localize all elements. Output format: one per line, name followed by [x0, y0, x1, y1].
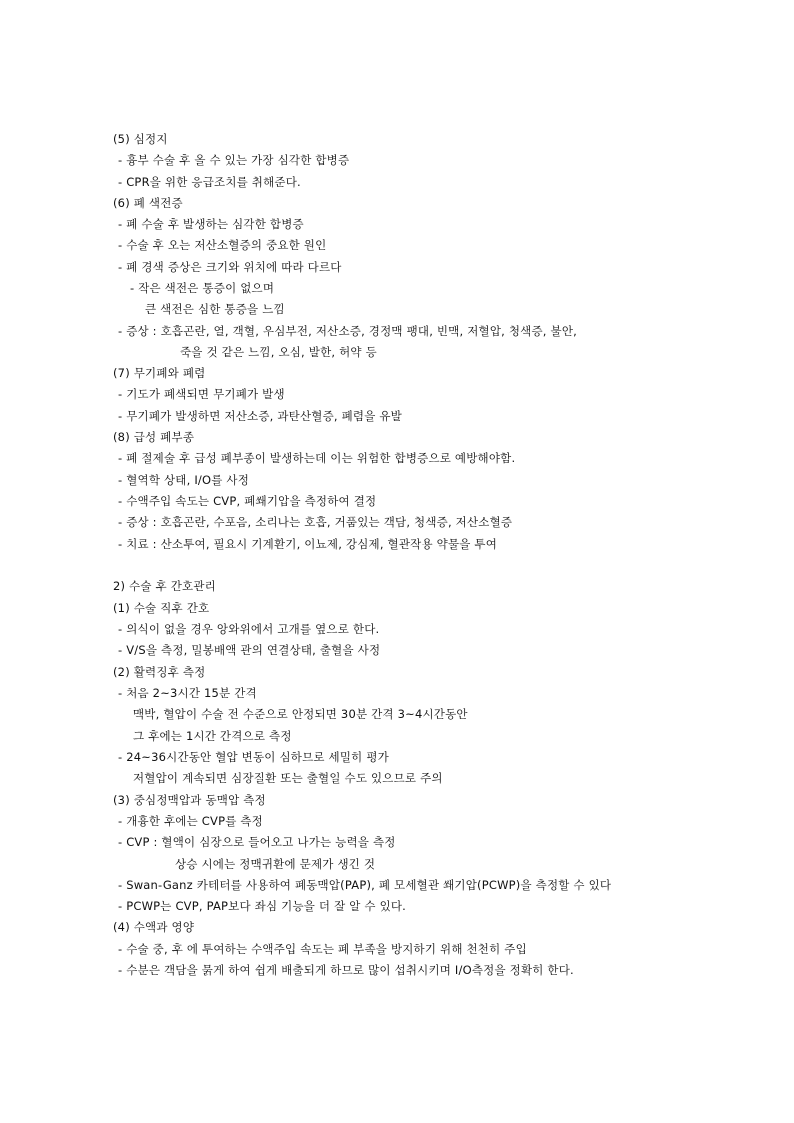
- list-item: - CPR을 위한 응급조치를 취해준다.: [118, 175, 301, 189]
- list-item: - 증상 : 호흡곤란, 수포음, 소리나는 호흡, 거품있는 객담, 청색증, 저산소혈증: [118, 515, 513, 529]
- list-item: - 의식이 없을 경우 앙와위에서 고개를 옆으로 한다.: [118, 622, 380, 636]
- continuation-line: 맥박, 혈압이 수술 전 수준으로 안정되면 30분 간격 3~4시간동안: [133, 707, 468, 721]
- list-item: - PCWP는 CVP, PAP보다 좌심 기능을 더 잘 알 수 있다.: [118, 899, 407, 913]
- continuation-line: 상승 시에는 정맥귀환에 문제가 생긴 것: [175, 857, 376, 871]
- heading-vital-signs: (2) 활력징후 측정: [113, 665, 206, 679]
- list-item: - Swan-Ganz 카테터를 사용하여 폐동맥압(PAP), 폐 모세혈관 쐐기압(PCWP)을 측정할 수 있다: [118, 878, 612, 892]
- list-item: - V/S을 측정, 밀봉배액 관의 연결상태, 출혈을 사정: [118, 643, 381, 657]
- heading-fluids-nutrition: (4) 수액과 영양: [113, 920, 195, 934]
- list-item: - 폐 경색 증상은 크기와 위치에 따라 다르다: [118, 260, 342, 274]
- list-item: - 수액주입 속도는 CVP, 폐쐐기압을 측정하여 결정: [118, 494, 377, 508]
- list-item: - 무기폐가 발생하면 저산소증, 과탄산혈증, 폐렴을 유발: [118, 409, 402, 423]
- heading-pulmonary-embolism: (6) 폐 색전증: [113, 196, 183, 210]
- heading-cvp-arterial-pressure: (3) 중심정맥압과 동맥압 측정: [113, 793, 266, 807]
- heading-atelectasis-pneumonia: (7) 무기폐와 폐렴: [113, 366, 206, 380]
- list-item: - 증상 : 호흡곤란, 열, 객혈, 우심부전, 저산소증, 경정맥 팽대, 빈맥, 저혈압, 청색증, 불안,: [118, 324, 577, 338]
- continuation-line: 그 후에는 1시간 간격으로 측정: [133, 729, 292, 743]
- continuation-line: 큰 색전은 심한 통증을 느낌: [145, 302, 285, 316]
- list-item: - 수술 후 오는 저산소혈증의 중요한 원인: [118, 238, 327, 252]
- sub-list-item: - 작은 색전은 통증이 없으며: [130, 281, 275, 295]
- heading-cardiac-arrest: (5) 심정지: [113, 132, 168, 146]
- list-item: - 혈역학 상태, I/O를 사정: [118, 473, 250, 487]
- list-item: - 치료 : 산소투여, 필요시 기계환기, 이뇨제, 강심제, 혈관작용 약물을 투여: [118, 537, 498, 551]
- section-heading-postop-care: 2) 수술 후 간호관리: [113, 579, 216, 593]
- list-item: - 폐 절제술 후 급성 폐부종이 발생하는데 이는 위험한 합병증으로 예방해야함.: [118, 451, 516, 465]
- continuation-line: 저혈압이 계속되면 심장질환 또는 출혈일 수도 있으므로 주의: [133, 771, 443, 785]
- list-item: - 수분은 객담을 묽게 하여 쉽게 배출되게 하므로 많이 섭취시키며 I/O측정을 정확히 한다.: [118, 963, 574, 977]
- list-item: - 흉부 수술 후 올 수 있는 가장 심각한 합병증: [118, 153, 350, 167]
- list-item: - 개흉한 후에는 CVP를 측정: [118, 814, 263, 828]
- list-item: - 폐 수술 후 발생하는 심각한 합병증: [118, 217, 304, 231]
- list-item: - 24~36시간동안 혈압 변동이 심하므로 세밀히 평가: [118, 750, 389, 764]
- heading-immediate-care: (1) 수술 직후 간호: [113, 601, 210, 615]
- continuation-line: 죽을 것 같은 느낌, 오심, 발한, 허약 등: [180, 345, 377, 359]
- list-item: - 기도가 폐색되면 무기폐가 발생: [118, 387, 285, 401]
- list-item: - 수술 중, 후 에 투여하는 수액주입 속도는 폐 부족을 방지하기 위해 천천히 주입: [118, 942, 527, 956]
- list-item: - 처음 2~3시간 15분 간격: [118, 686, 257, 700]
- list-item: - CVP : 혈액이 심장으로 들어오고 나가는 능력을 측정: [118, 835, 396, 849]
- heading-acute-pulmonary-edema: (8) 급성 폐부종: [113, 430, 195, 444]
